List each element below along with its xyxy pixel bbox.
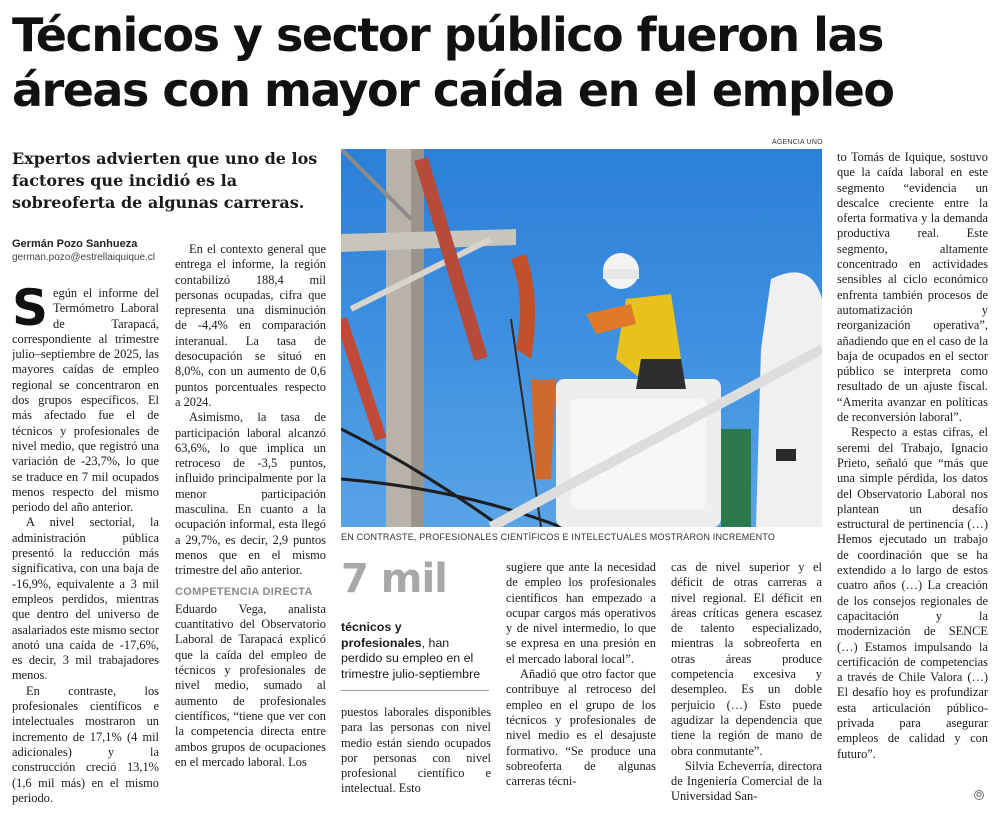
paragraph: Eduardo Vega, analista cuantitativo del Observatorio Laboral de Tarapacá explicó que la caída del empleo de técnicos y profesionales de nivel medio, sumado al aumento de profesionales científicos, “tiene que ver con la competencia directa entre ambos grupos de ocupaciones en el mercado laboral. Los — [175, 601, 326, 769]
paragraph: to Tomás de Iquique, sostuvo que la caída laboral en este segmento “evidencia un descalce creciente entre la oferta formativa y la demanda productiva real. Este segmento, altamente concentrado en actividades sensibles al ciclo económico enfrenta también procesos de automatización y reorganización operativa”, añadiendo que en el caso de la baja de ocupados en el sector público se interpreta como resultado de un ajuste fiscal. “Amerita avanzar en políticas de reconversión laboral”. — [837, 150, 988, 425]
paragraph-text: egún el informe del Termómetro Laboral de Tarapacá, correspondiente al trimestre julio–septiembre de 2025, las mayores caídas de empleo regional se concentraron en dos grupos específicos. El más afectado fue el de técnicos y profesionales de nivel medio, que registró una variación de -23,7%, lo que se traduce en 7 mil ocupados menos respecto del mismo periodo del año anterior. — [12, 286, 159, 515]
byline — [12, 238, 172, 263]
paragraph: En el contexto general que entrega el informe, la región contabilizó 188,4 mil personas ocupadas, cifra que representa una disminución de -4,4% en comparación interanual. La tasa de desocupación se situó en 8,0%, con un aumento de 0,6 puntos porcentuales respecto a 2024. — [175, 242, 326, 409]
article-column-3 — [341, 705, 491, 809]
article-column-4 — [506, 560, 656, 809]
section-heading: COMPETENCIA DIRECTA — [175, 585, 313, 598]
article-column-2 — [175, 242, 326, 808]
pull-quote-bold: técnicos y profesionales — [341, 620, 422, 650]
pull-quote-rest: , han perdido su empleo en el trimestre julio-septiembre — [341, 635, 481, 681]
article-column-5 — [671, 560, 822, 809]
paragraph: puestos laborales disponibles para las personas con nivel medio están siendo ocupados por personas con nivel profesional científico e intelectual. Esto — [341, 705, 491, 796]
author-name: Germán Pozo Sanhueza — [12, 238, 138, 250]
paragraph — [12, 286, 159, 515]
paragraph: sugiere que ante la necesidad de empleo los profesionales científicos han empezado a ocupar cargos más operativos y de nivel intermedio, lo que se expresa en una presión en el mercado laboral local”. — [506, 560, 656, 666]
article-column-6 — [837, 150, 988, 810]
headline-line-2: áreas con mayor caída en el empleo — [12, 63, 894, 117]
pull-quote-number: 7 mil — [341, 556, 447, 602]
paragraph: En contraste, los profesionales científicos e intelectuales mostraron un incremento de 17,1% (4 mil adicionales) y la construcción creció 13,1% (1,6 mil más) en el mismo periodo. — [12, 683, 159, 805]
photo-caption: EN CONTRASTE, PROFESIONALES CIENTÍFICOS E INTELECTUALES MOSTRARON INCREMENTO — [341, 532, 776, 542]
paragraph: Respecto a estas cifras, el seremi del Trabajo, Ignacio Prieto, señaló que “más que una simple pérdida, los datos del Observatorio Laboral nos plantean un desafío estructural de pertinencia (…) Hemos ejecutado un trabajo de coordinación que se ha extendido a lo largo de estos cuatro años (…) La creación de los consejos regionales de capacitación y la modernización de SENCE (…) Estamos impulsando la certificación de competencias a través de Chile Valora (…) El desafío hoy es profundizar esta articulación público-privada para asegurar empleos de calidad y con futuro”. — [837, 425, 988, 761]
pull-quote-rule — [341, 690, 489, 691]
subhead: Expertos advierten que uno de los factores que incidió es la sobreoferta de algunas carreras. — [12, 149, 318, 212]
lineman-photo-illustration — [341, 149, 822, 527]
drop-cap: S — [12, 286, 49, 337]
paragraph: Silvia Echeverría, directora de Ingeniería Comercial de la Universidad San- — [671, 758, 822, 804]
author-email: german.pozo@estrellaiquique.cl — [12, 252, 156, 263]
end-mark-icon: ✪ — [974, 790, 984, 800]
paragraph: cas de nivel superior y el déficit de otras carreras a nivel regional. El déficit en áreas críticas genera escasez de talento especializado, mientras la sobreoferta en otras áreas produce competencia excesiva y desempleo. Es un doble perjuicio (…) Esto puede agudizar la dependencia que tiene la región de mano de obra conmutante”. — [671, 560, 822, 758]
paragraph: Añadió que otro factor que contribuye al retroceso del empleo en el grupo de los técnicos y profesionales de nivel medio es el desajuste formativo. “Se produce una sobreoferta de algunas carreras técni- — [506, 667, 656, 789]
headline-line-1: Técnicos y sector público fueron las — [12, 8, 883, 62]
paragraph: A nivel sectorial, la administración pública presentó la reducción más significativa, con una baja de -16,9%, equivalente a 3 mil empleos perdidos, mientras que dentro del universo de asalariados este mismo sector anotó una caída de -17,6%, es decir, 3 mil trabajadores menos. — [12, 515, 159, 683]
article-column-1 — [12, 286, 159, 806]
article-photo — [341, 149, 822, 527]
photo-credit: AGENCIA UNO — [772, 139, 823, 146]
headline — [12, 8, 988, 118]
paragraph: Asimismo, la tasa de participación laboral alcanzó 63,6%, lo que implica un retroceso de -3,5 puntos, influido principalmente por la menor participación masculina. En cuanto a la ocupación informal, esta llegó a 29,7%, es decir, 2,9 puntos menos que en el mismo trimestre del año anterior. — [175, 410, 326, 578]
pull-quote-text — [341, 620, 489, 682]
